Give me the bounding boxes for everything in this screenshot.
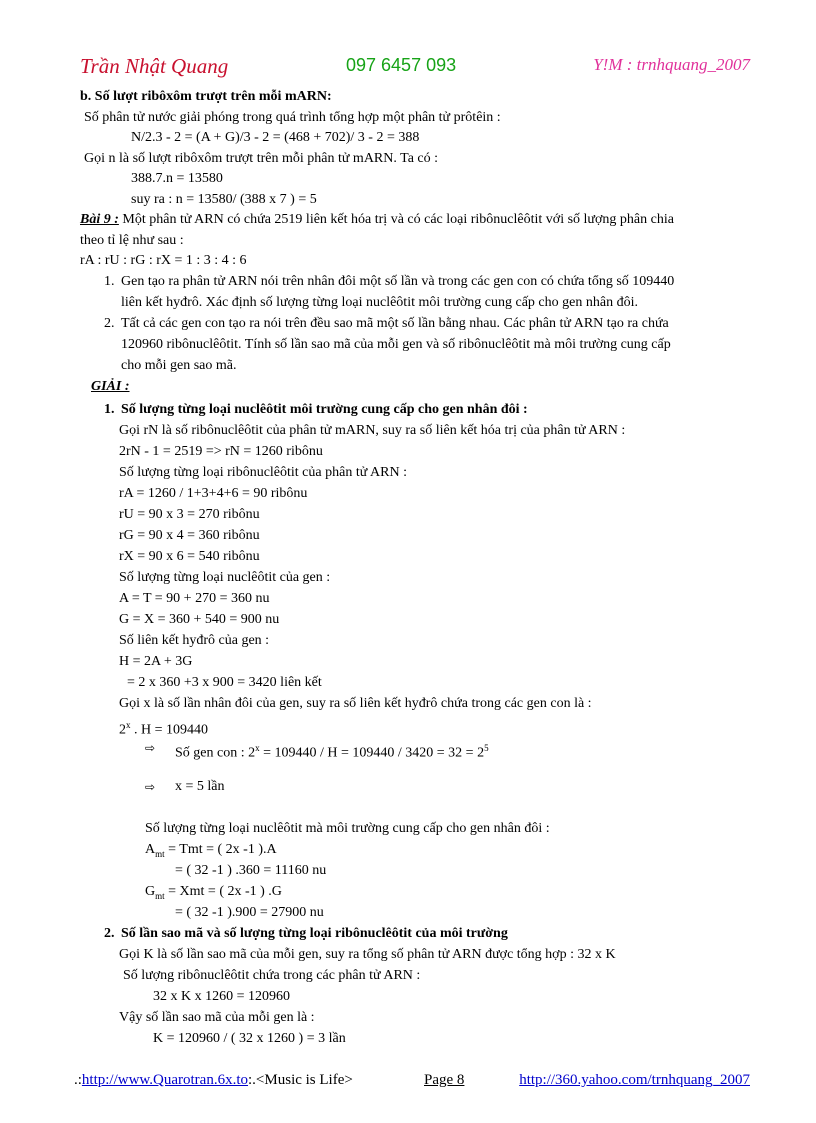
formula-line: 388.7.n = 13580 (131, 171, 223, 186)
page-footer (74, 1072, 750, 1092)
part-number: 1. (104, 402, 115, 417)
question-text: liên kết hyđrô. Xác định số lượng từng loại nuclêôtit môi trường cung cấp cho gen nhân đôi. (121, 295, 638, 310)
question-text: Gen tạo ra phân tử ARN nói trên nhân đôi một số lần và trong các gen con có chứa tổng số 109440 (121, 274, 675, 289)
formula-line: = ( 32 -1 ) .360 = 11160 nu (175, 863, 327, 878)
formula-line: A = T = 90 + 270 = 360 nu (119, 591, 270, 606)
formula-line: 2$^x$ . H = 109440 (119, 720, 209, 738)
page-header (80, 54, 750, 84)
yahoo-messenger-id: Y!M : trnhquang_2007 (593, 55, 750, 74)
text-line: Vậy số lần sao mã của mỗi gen là : (119, 1010, 315, 1025)
formula-line: 2rN - 1 = 2519 => rN = 1260 ribônu (119, 444, 323, 459)
problem-intro: Bài 9 : Một phân tử ARN có chứa 2519 liên kết hóa trị và có các loại ribônuclêôtit với số lượng phân chia (80, 212, 674, 227)
part-number: 2. (104, 926, 115, 941)
formula-line: x = 5 lần (175, 779, 225, 794)
text-line: Số phân tử nước giải phóng trong quá trình tổng hợp một phân tử prôtêin : (84, 110, 501, 125)
solution-label: GIẢI : (91, 379, 130, 394)
formula-line: rG = 90 x 4 = 360 ribônu (119, 528, 260, 543)
text-line: Số liên kết hyđrô của gen : (119, 633, 270, 648)
text-line: Số lượng từng loại nuclêôtit của gen : (119, 570, 331, 585)
problem-label: Bài 9 : (80, 212, 119, 227)
formula-line: G = X = 360 + 540 = 900 nu (119, 612, 280, 627)
arrow-icon: ⇨ (145, 780, 156, 794)
question-number: 1. (104, 274, 115, 289)
section-b-title: b. Số lượt ribôxôm trượt trên mỗi mARN: (80, 89, 332, 104)
site-link[interactable]: http://www.Quarotran.6x.to (81, 1072, 249, 1088)
text-line: Gọi n là số lượt ribôxôm trượt trên mỗi phân tử mARN. Ta có : (84, 151, 439, 166)
formula-line: = ( 32 -1 ).900 = 27900 nu (175, 905, 324, 920)
ratio-line: rA : rU : rG : rX = 1 : 3 : 4 : 6 (80, 253, 247, 268)
formula-line: H = 2A + 3G (119, 654, 193, 669)
arrow-icon: ⇨ (145, 741, 156, 755)
text-line: Số lượng từng loại ribônuclêôtit của phân tử ARN : (119, 465, 407, 480)
text-line: Số lượng từng loại nuclêôtit mà môi trường cung cấp cho gen nhân đôi : (145, 821, 550, 836)
question-text: cho mỗi gen sao mã. (121, 358, 237, 373)
author-name: Trần Nhật Quang (80, 54, 229, 78)
formula-line: rA = 1260 / 1+3+4+6 = 90 ribônu (119, 486, 308, 501)
page-number: Page 8 (424, 1072, 465, 1088)
formula-line: = 2 x 360 +3 x 900 = 3420 liên kết (127, 675, 322, 690)
yahoo-360-link[interactable]: http://360.yahoo.com/trnhquang_2007 (519, 1072, 750, 1088)
text-line: Số lượng ribônuclêôtit chứa trong các phân tử ARN : (123, 968, 421, 983)
formula-line: suy ra : n = 13580/ (388 x 7 ) = 5 (131, 192, 317, 207)
question-text: 120960 ribônuclêôtit. Tính số lần sao mã của mỗi gen và số ribônuclêôtit mà môi trường cung cấp (121, 337, 671, 352)
question-text: Tất cả các gen con tạo ra nói trên đều sao mã một số lần bằng nhau. Các phân tử ARN tạo ra chứa (121, 316, 669, 331)
text-line: Gọi K là số lần sao mã của mỗi gen, suy ra tổng số phân tử ARN được tổng hợp : 32 x K (119, 947, 616, 962)
part-title: Số lượng từng loại nuclêôtit môi trường cung cấp cho gen nhân đôi : (121, 402, 528, 417)
formula-line: N/2.3 - 2 = (A + G)/3 - 2 = (468 + 702)/ 3 - 2 = 388 (131, 130, 420, 145)
text-line: theo tỉ lệ như sau : (80, 233, 184, 248)
formula-line: $A_{mt}$ = Tmt = ( 2x -1 ).A (145, 842, 277, 859)
formula-line: 32 x K x 1260 = 120960 (153, 989, 291, 1004)
formula-line: Số gen con : $2^x = 109440 / H = 109440 / 3420 = 32 = 2^5$ (175, 743, 489, 761)
part-title: Số lần sao mã và số lượng từng loại ribônuclêôtit của môi trường (121, 926, 508, 941)
formula-line: rU = 90 x 3 = 270 ribônu (119, 507, 260, 522)
formula-line: K = 120960 / ( 32 x 1260 ) = 3 lần (153, 1031, 346, 1046)
formula-line: rX = 90 x 6 = 540 ribônu (119, 549, 260, 564)
text-line: Gọi x là số lần nhân đôi của gen, suy ra số liên kết hyđrô chứa trong các gen con là : (119, 696, 592, 711)
footer-left: .:http://www.Quarotran.6x.to:.<Music is Life> (74, 1072, 353, 1088)
question-number: 2. (104, 316, 115, 331)
formula-line: $G_{mt}$ = Xmt = ( 2x -1 ) .G (145, 884, 282, 901)
text-line: Gọi rN là số ribônuclêôtit của phân tử mARN, suy ra số liên kết hóa trị của phân tử ARN : (119, 423, 626, 438)
phone-number: 097 6457 093 (346, 55, 457, 75)
